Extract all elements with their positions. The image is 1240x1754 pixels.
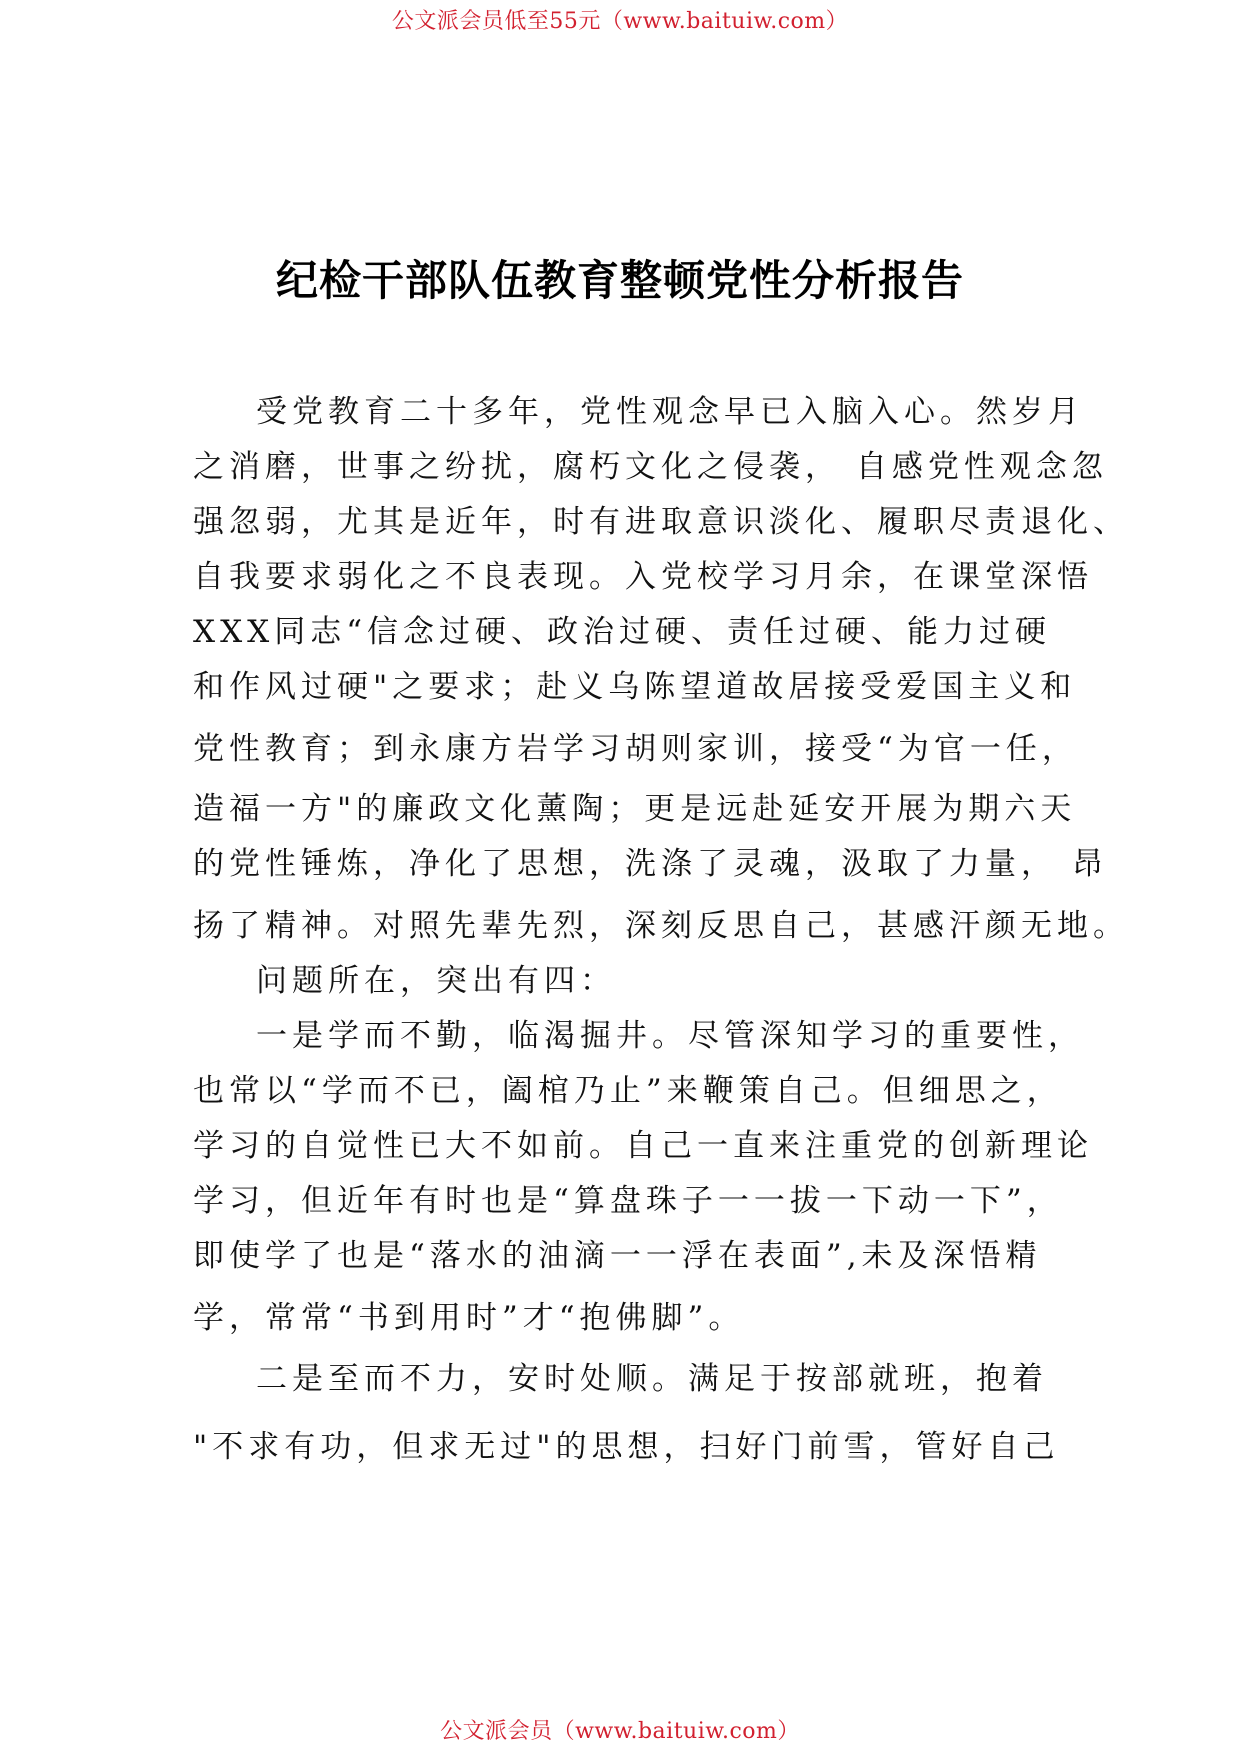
body-line: 一是学而不勤，临渴掘井。尽管深知学习的重要性， xyxy=(256,1018,1084,1054)
body-line: 学，常常“书到用时”才“抱佛脚”。 xyxy=(193,1300,745,1336)
body-line: 学习的自觉性已大不如前。自己一直来注重党的创新理论 xyxy=(193,1128,1093,1164)
body-line: 强忽弱，尤其是近年，时有进取意识淡化、履职尽责退化、 xyxy=(193,504,1129,540)
body-line: 造福一方"的廉政文化薰陶；更是远赴延安开展为期六天 xyxy=(193,791,1077,827)
body-line: 问题所在，突出有四： xyxy=(256,963,616,999)
body-line: 的党性锤炼，净化了思想，洗涤了灵魂，汲取了力量， 昂 xyxy=(193,846,1108,882)
body-line: XXX同志“信念过硬、政治过硬、责任过硬、能力过硬 xyxy=(193,614,1052,650)
body-line: 党性教育；到永康方岩学习胡则家训，接受“为官一任， xyxy=(193,731,1078,767)
body-line: 学习，但近年有时也是“算盘珠子一一拔一下动一下”， xyxy=(193,1183,1063,1219)
document-title: 纪检干部队伍教育整顿党性分析报告 xyxy=(275,256,964,305)
body-line: 二是至而不力，安时处顺。满足于按部就班，抱着 xyxy=(256,1361,1048,1397)
body-line: 扬了精神。对照先辈先烈，深刻反思自己，甚感汗颜无地。 xyxy=(193,908,1129,944)
body-line: 也常以“学而不已，阖棺乃止”来鞭策自己。但细思之， xyxy=(193,1073,1063,1109)
body-line: 之消磨，世事之纷扰，腐朽文化之侵袭， 自感党性观念忽 xyxy=(193,449,1108,485)
body-line: 受党教育二十多年，党性观念早已入脑入心。然岁月 xyxy=(256,394,1084,430)
header-watermark: 公文派会员低至55元（www.baituiw.com） xyxy=(391,9,849,34)
body-line: 即使学了也是“落水的油滴一一浮在表面”,未及深悟精 xyxy=(193,1238,1042,1274)
body-line: 自我要求弱化之不良表现。入党校学习月余，在课堂深悟 xyxy=(193,559,1093,595)
body-line: "不求有功，但求无过"的思想，扫好门前雪，管好自己 xyxy=(193,1429,1060,1465)
body-line: 和作风过硬"之要求；赴义乌陈望道故居接受爱国主义和 xyxy=(193,669,1077,705)
footer-watermark: 公文派会员（www.baituiw.com） xyxy=(440,1719,800,1744)
